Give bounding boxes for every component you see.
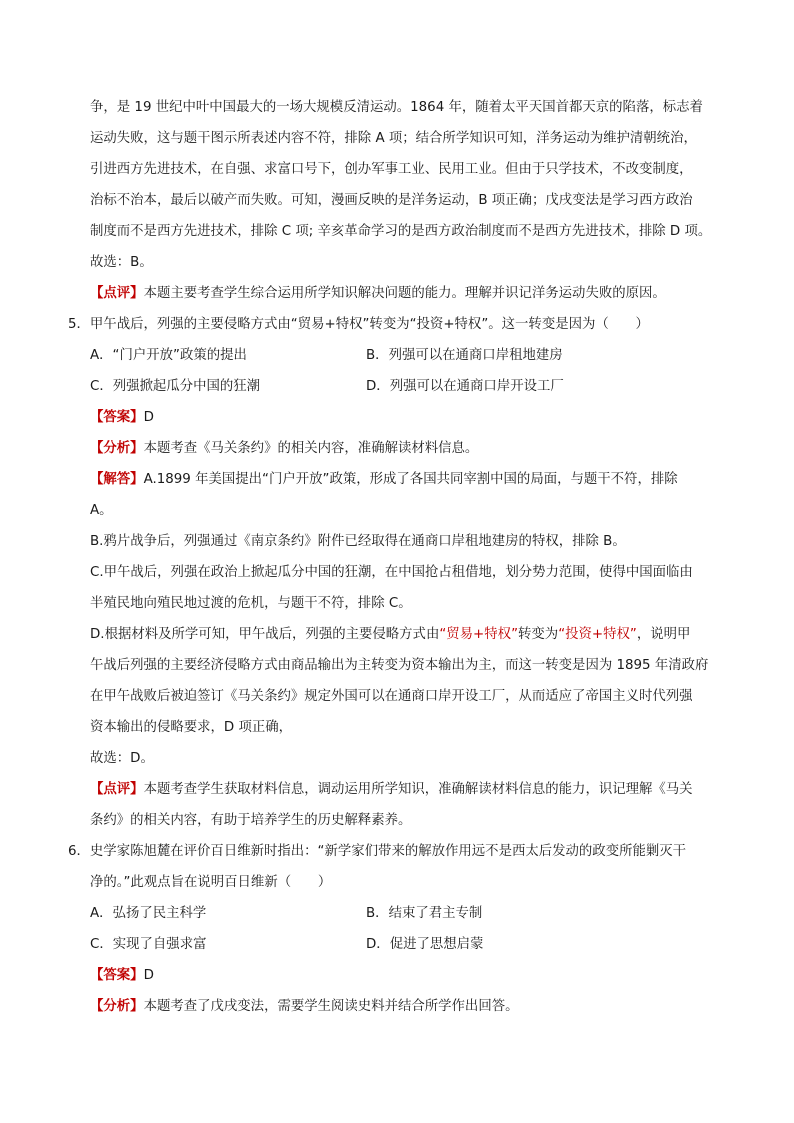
question-6-stem-cont: 净的。”此观点旨在说明百日维新（ ） bbox=[90, 875, 332, 890]
analysis-tag: 【分析】 bbox=[90, 441, 144, 456]
text-line: B.鸦片战争后，列强通过《南京条约》附件已经取得在通商口岸租地建房的特权，排除 B。 bbox=[90, 534, 626, 549]
text-line: A。 bbox=[90, 503, 113, 518]
q5-option-a: A．“门户开放”政策的提出 bbox=[90, 348, 247, 363]
highlight-span: “投资+特权” bbox=[558, 627, 637, 642]
q6-option-a: A．弘扬了民主科学 bbox=[90, 906, 207, 921]
comment-tag: 【点评】 bbox=[90, 782, 144, 797]
text-line: 半殖民地向殖民地过渡的危机，与题干不符，排除 C。 bbox=[90, 596, 412, 611]
text-line: 午战后列强的主要经济侵略方式由商品输出为主转变为资本输出为主，而这一转变是因为 1895 年清政府 bbox=[90, 658, 709, 673]
comment-line bbox=[90, 284, 666, 304]
analysis-tag: 【分析】 bbox=[90, 999, 144, 1014]
q5-analysis bbox=[90, 439, 478, 459]
comment-tag: 【点评】 bbox=[90, 286, 144, 301]
question-6-stem: 6．史学家陈旭麓在评价百日维新时指出：“新学家们带来的解放作用远不是西太后发动的政变所能剿灭干 bbox=[68, 844, 687, 859]
q6-option-d: D．促进了思想启蒙 bbox=[366, 937, 484, 952]
answer-tag: 【答案】 bbox=[90, 968, 144, 983]
answer-value: D bbox=[143, 410, 154, 425]
text-line: 条约》的相关内容，有助于培养学生的历史解释素养。 bbox=[90, 813, 412, 828]
text-line: 在甲午战败后被迫签订《马关条约》规定外国可以在通商口岸开设工厂，从而适应了帝国主义时代列强 bbox=[90, 689, 693, 704]
analysis-text: 本题考查《马关条约》的相关内容，准确解读材料信息。 bbox=[143, 441, 479, 456]
q5-option-b: B．列强可以在通商口岸租地建房 bbox=[366, 348, 563, 363]
q5-solution bbox=[90, 470, 678, 490]
text-line: 故选：D。 bbox=[90, 751, 154, 766]
answer-tag: 【答案】 bbox=[90, 410, 144, 425]
text-line: 制度而不是西方先进技术，排除 C 项; 辛亥革命学习的是西方政治制度而不是西方先进技术，排除 D 项。 bbox=[90, 224, 712, 239]
text-line: C.甲午战后，列强在政治上掀起瓜分中国的狂潮，在中国抢占租借地，划分势力范围，使得中国面临由 bbox=[90, 565, 693, 580]
text-line: 治标不治本，最后以破产而失败。可知，漫画反映的是洋务运动，B 项正确；戊戌变法是学习西方政治 bbox=[90, 193, 693, 208]
q5-comment bbox=[90, 780, 693, 800]
comment-text: 本题考查学生获取材料信息，调动运用所学知识，准确解读材料信息的能力，识记理解《马关 bbox=[143, 782, 693, 797]
q6-option-b: B．结束了君主专制 bbox=[366, 906, 483, 921]
q5-option-d: D．列强可以在通商口岸开设工厂 bbox=[366, 379, 564, 394]
comment-text: 本题主要考查学生综合运用所学知识解决问题的能力。理解并识记洋务运动失败的原因。 bbox=[143, 286, 666, 301]
text-span: ，说明甲 bbox=[636, 627, 691, 642]
q5-option-c: C．列强掀起瓜分中国的狂潮 bbox=[90, 379, 261, 394]
answer-value: D bbox=[143, 968, 154, 983]
analysis-text: 本题考查了戊戌变法，需要学生阅读史料并结合所学作出回答。 bbox=[143, 999, 519, 1014]
text-line: 故选：B。 bbox=[90, 255, 153, 270]
text-span: D.根据材料及所学可知，甲午战后，列强的主要侵略方式由 bbox=[90, 627, 440, 642]
question-5-stem: 5．甲午战后，列强的主要侵略方式由“贸易+特权”转变为“投资+特权”。这一转变是因为（ ） bbox=[68, 317, 649, 332]
text-span: 转变为 bbox=[518, 627, 559, 642]
highlight-span: “贸易+特权” bbox=[439, 627, 519, 642]
q6-analysis bbox=[90, 997, 519, 1017]
q6-answer bbox=[90, 966, 154, 986]
q6-option-c: C．实现了自强求富 bbox=[90, 937, 207, 952]
text-line: 资本输出的侵略要求，D 项正确， bbox=[90, 720, 293, 735]
solution-tag: 【解答】 bbox=[90, 472, 144, 487]
text-line: 运动失败，这与题干图示所表述内容不符，排除 A 项；结合所学知识可知，洋务运动为维护清朝统治， bbox=[90, 131, 697, 146]
text-line bbox=[90, 625, 690, 645]
text-line: 引进西方先进技术，在自强、求富口号下，创办军事工业、民用工业。但由于只学技术，不改变制度， bbox=[90, 162, 693, 177]
q5-answer bbox=[90, 408, 154, 428]
text-line: 争，是 19 世纪中叶中国最大的一场大规模反清运动。1864 年，随着太平天国首都天京的陷落，标志着 bbox=[90, 100, 703, 115]
solution-text: A.1899 年美国提出“门户开放”政策，形成了各国共同宰割中国的局面，与题干不符，排除 bbox=[143, 472, 678, 487]
